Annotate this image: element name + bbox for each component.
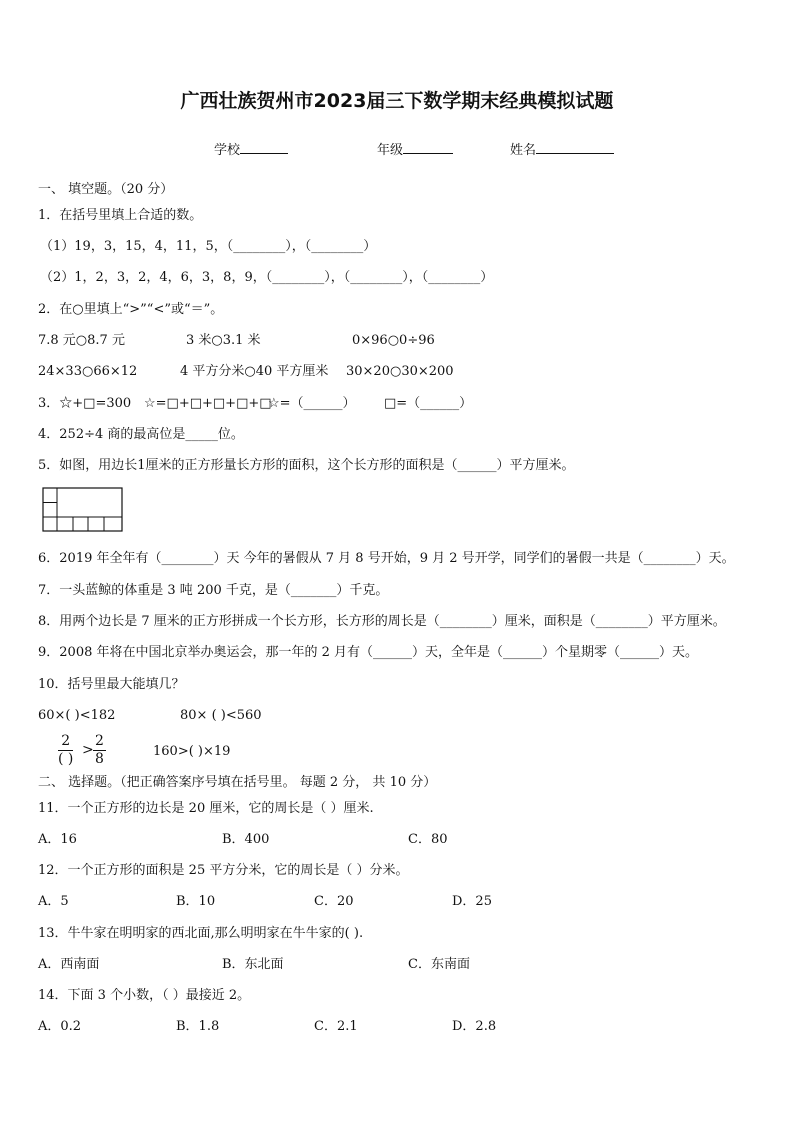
q3-part: □=（______） <box>384 396 473 411</box>
option[interactable]: C．80 <box>408 832 448 847</box>
question-5: 5．如图，用边长1厘米的正方形量长方形的面积，这个长方形的面积是（______）平方厘米。 <box>38 458 575 473</box>
question-13: 13．牛牛家在明明家的西北面,那么明明家在牛牛家的( ). <box>38 926 364 941</box>
q10-fraction-right <box>93 733 106 768</box>
grade-field <box>377 141 453 160</box>
question-9: 9．2008 年将在中国北京举办奥运会，那一年的 2 月有（______）天，全年是（______）个星期零（______）天。 <box>38 645 699 660</box>
fraction-numerator: 2 <box>58 733 73 751</box>
q3-part: ☆=（______） <box>268 396 356 411</box>
option[interactable]: B．东北面 <box>222 957 284 972</box>
question-3: 3．☆+□=300 <box>38 396 132 411</box>
name-label: 姓名 <box>510 143 537 158</box>
page-title: 广西壮族贺州市2023届三下数学期末经典模拟试题 <box>180 90 614 112</box>
school-field <box>214 141 288 160</box>
q10-item-b: 80× ( )<560 <box>180 708 262 723</box>
question-12: 12．一个正方形的面积是 25 平方分米，它的周长是（ ）分米。 <box>38 863 409 878</box>
question-11: 11．一个正方形的边长是 20 厘米，它的周长是（ ）厘米. <box>38 801 374 816</box>
question-7: 7．一头蓝鲸的体重是 3 吨 200 千克，是（_______）千克。 <box>38 583 389 598</box>
question-14: 14．下面 3 个小数，（ ）最接近 2。 <box>38 988 251 1003</box>
greater-than-sign: > <box>82 742 94 758</box>
q2-item: 30×20○30×200 <box>346 364 454 379</box>
option[interactable]: B．1.8 <box>176 1019 220 1034</box>
q2-item: 0×96○0÷96 <box>352 333 435 348</box>
q10-fraction-left <box>58 733 73 768</box>
school-label: 学校 <box>214 143 241 158</box>
question-4: 4．252÷4 商的最高位是_____位。 <box>38 427 244 442</box>
option[interactable]: A．0.2 <box>38 1019 82 1034</box>
q3-part: ☆=□+□+□+□+□ <box>144 396 272 411</box>
option[interactable]: C．2.1 <box>314 1019 358 1034</box>
q10-item-a: 60×( )<182 <box>38 708 116 723</box>
fraction-numerator: 2 <box>95 733 104 749</box>
option[interactable]: A．西南面 <box>38 957 100 972</box>
question-1: 1．在括号里填上合适的数。 <box>38 208 203 223</box>
section1-header: 一、 填空题。（20 分） <box>38 182 174 197</box>
question-2: 2．在○里填上“>”“<”或“＝”。 <box>38 302 224 317</box>
question-6: 6．2019 年全年有（________）天 今年的暑假从 7 月 8 号开始，9 月 2 号开学，同学们的暑假一共是（________）天。 <box>38 551 735 566</box>
question-8: 8．用两个边长是 7 厘米的正方形拼成一个长方形，长方形的周长是（________）厘米，面积是（________）平方厘米。 <box>38 614 726 629</box>
section2-header: 二、 选择题。（把正确答案序号填在括号里。 每题 2 分， 共 10 分） <box>38 775 437 790</box>
option[interactable]: D．2.8 <box>452 1019 497 1034</box>
outer-rectangle <box>43 488 122 531</box>
name-field <box>510 141 614 160</box>
q2-item: 7.8 元○8.7 元 <box>38 333 125 348</box>
option[interactable]: B．10 <box>176 894 216 909</box>
q2-item: 24×33○66×12 <box>38 364 138 379</box>
option[interactable]: C．20 <box>314 894 354 909</box>
school-blank[interactable] <box>240 141 288 154</box>
fraction-denominator: 8 <box>95 751 104 767</box>
name-blank[interactable] <box>536 141 614 154</box>
option[interactable]: B．400 <box>222 832 270 847</box>
q10-item-d: 160>( )×19 <box>153 744 231 759</box>
grade-label: 年级 <box>377 143 404 158</box>
question-1-part-2: （2）1，2，3，2，4，6，3，8，9，（________），（________），（________） <box>40 270 494 285</box>
q2-item: 3 米○3.1 米 <box>186 333 261 348</box>
question-1-part-1: （1）19，3，15，4，11，5，（________），（________） <box>40 239 377 254</box>
option[interactable]: A．16 <box>38 832 77 847</box>
option[interactable]: D．25 <box>452 894 492 909</box>
option[interactable]: C．东南面 <box>408 957 470 972</box>
option[interactable]: A．5 <box>38 894 69 909</box>
rectangle-grid-figure <box>42 487 124 533</box>
fraction-denominator: ( ) <box>58 751 74 767</box>
question-10: 10．括号里最大能填几？ <box>38 677 185 692</box>
q2-item: 4 平方分米○40 平方厘米 <box>180 364 329 379</box>
grade-blank[interactable] <box>403 141 453 154</box>
